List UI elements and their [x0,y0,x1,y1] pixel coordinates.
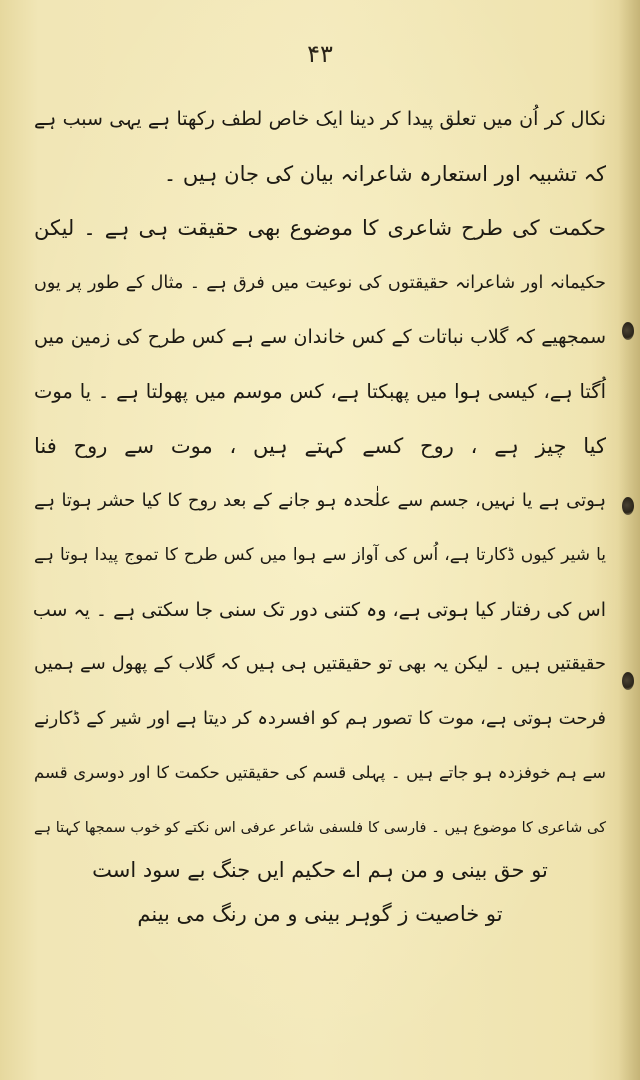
prose-body [34,92,606,855]
prose-line: اس کی رفتار کیا ہوتی ہے، وہ کتنی دور تک سنی جا سکتی ہے ۔ یہ سب [32,598,606,621]
binding-hole [622,672,634,690]
prose-line: اُگتا ہے، کیسی ہوا میں پھبکتا ہے، کس موسم میں پھولتا ہے ۔ یا موت [34,379,606,403]
prose-line: کہ تشبیہ اور استعارہ شاعرانہ بیان کی جان ہیں ۔ [163,161,606,186]
verse-line-1: تو حق بینی و من ہم اے حکیم ایں جنگ بے سود است [92,858,548,882]
prose-line: کیا چیز ہے ، روح کسے کہتے ہیں ، موت سے روح فنا [34,434,606,458]
prose-line: ہوتی ہے یا نہیں، جسم سے علٰحدہ ہو جانے کے بعد روح کا کیا حشر ہوتا ہے [34,489,606,511]
prose-line: سمجھیے کہ گلاب نباتات کے کس خاندان سے ہے کس طرح کی زمین میں [34,326,606,348]
binding-hole [622,322,634,340]
page-number: ۴۳ [307,40,333,68]
prose-line: حکمت کی طرح شاعری کا موضوع بھی حقیقت ہی ہے ۔ لیکن [34,216,606,240]
prose-line: حقیقتیں ہیں ۔ لیکن یہ بھی تو حقیقتیں ہی ہیں کہ گلاب کے پھول سے ہمیں [34,653,606,674]
prose-line: یا شیر کیوں ڈکارتا ہے، اُس کی آواز سے ہوا میں کس طرح کا تموج پیدا ہوتا ہے [34,545,606,565]
prose-line: فرحت ہوتی ہے، موت کا تصور ہم کو افسردہ کر دیتا ہے اور شیر کے ڈکارنے [34,707,606,729]
prose-line: نکال کر اُن میں تعلق پیدا کر دینا ایک خاص لطف رکھتا ہے یہی سبب ہے [34,108,606,130]
page-gutter-shadow [618,0,640,1080]
prose-line: سے ہم خوفزدہ ہو جاتے ہیں ۔ پہلی قسم کی حقیقتیں حکمت کا اور دوسری قسم [34,763,606,782]
verse-line-2: تو خاصیت ز گوہر بینی و من رنگ می بینم [137,902,503,926]
prose-line: حکیمانہ اور شاعرانہ حقیقتوں کی نوعیت میں فرق ہے ۔ مثال کے طور پر یوں [34,272,606,293]
prose-line: کی شاعری کا موضوع ہیں ۔ فارسی کا فلسفی شاعر عرفی اس نکتے کو خوب سمجھا کہتا ہے [34,819,606,836]
binding-hole [622,497,634,515]
